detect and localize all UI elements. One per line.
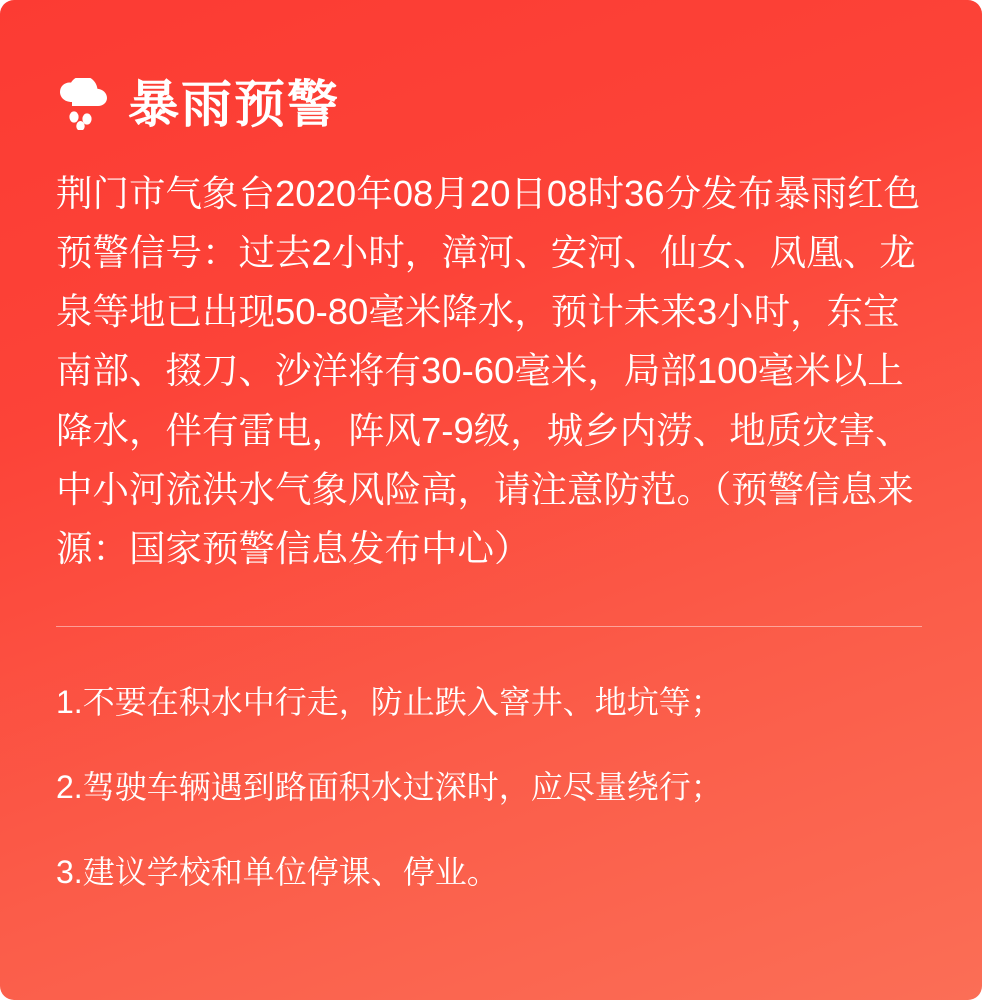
- list-item: 3.建议学校和单位停课、停业。: [56, 854, 499, 891]
- alert-body-text: 荆门市气象台2020年08月20日08时36分发布暴雨红色预警信号：过去2小时，漳河、安河、仙女、凤凰、龙泉等地已出现50-80毫米降水，预计未来3小时，东宝南部、掇刀、沙洋将有30-60毫米，局部100毫米以上降水，伴有雷电，阵风7-9级，城乡内涝、地质灾害、中小河流洪水气象风险高，请注意防范。（预警信息来源：国家预警信息发布中心）: [56, 173, 921, 569]
- safety-tips-list: [0, 627, 982, 895]
- rain-cloud-icon: [56, 78, 114, 130]
- list-item: 1.不要在积水中行走，防止跌入窨井、地坑等；: [56, 683, 723, 720]
- alert-header: [0, 0, 982, 133]
- list-item: 2.驾驶车辆遇到路面积水过深时，应尽量绕行；: [56, 769, 723, 806]
- alert-title: 暴雨预警: [128, 75, 341, 133]
